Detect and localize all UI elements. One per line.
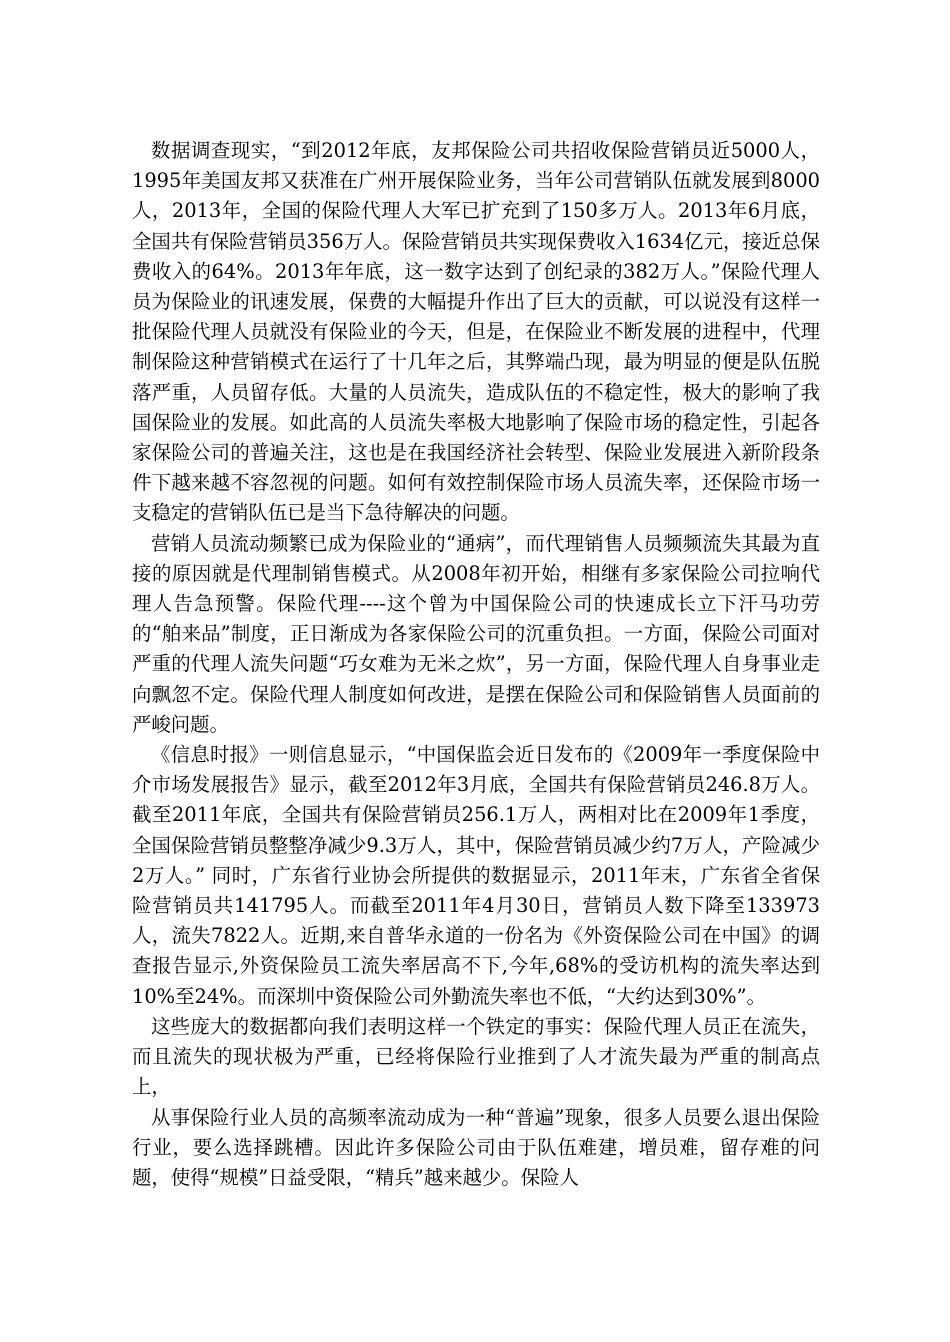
paragraph-3: 《信息时报》一则信息显示，“中国保监会近日发布的《2009年一季度保险中介市场发展报告》显示，截至2012年3月底，全国共有保险营销员246.8万人。截至2011年底，全国共有保险营销员256.1万人，两相对比在2009年1季度，全国保险营销员整整净减少9.3万人，其中，保险营销员减少约7万人，产险减少2万人。” 同时，广东省行业协会所提供的数据显示，2011年末，广东省全省保险营销员共141795人。而截至2011年4月30日，营销员人数下降至133973人，流失7822人。近期,来自普华永道的一份名为《外资保险公司在中国》的调查报告显示,外资保险员工流失率居高不下,今年,68%的受访机构的流失率达到10%至24%。而深圳中资保险公司外勤流失率也不低，“大约达到30%”。 <box>132 743 820 1008</box>
paragraph-5: 从事保险行业人员的高频率流动成为一种“普遍”现象，很多人员要么退出保险行业，要么选择跳槽。因此许多保险公司由于队伍难建，增员难，留存难的问题，使得“规模”日益受限，“精兵”越来越少。保险人 <box>132 1105 820 1189</box>
paragraph-2: 营销人员流动频繁已成为保险业的“通病”，而代理销售人员频频流失其最为直接的原因就是代理制销售模式。从2008年初开始，相继有多家保险公司拉响代理人告急预警。保险代理----这个曾为中国保险公司的快速成长立下汗马功劳的“舶来品”制度，正日渐成为各家保险公司的沉重负担。一方面，保险公司面对严重的代理人流失问题“巧女难为无米之炊”，另一方面，保险代理人自身事业走向飘忽不定。保险代理人制度如何改进，是摆在保险公司和保险销售人员面前的严峻问题。 <box>132 531 820 736</box>
paragraph-4: 这些庞大的数据都向我们表明这样一个铁定的事实：保险代理人员正在流失，而且流失的现状极为严重，已经将保险行业推到了人才流失最为严重的制高点上， <box>132 1014 820 1099</box>
document-body <box>132 136 820 1193</box>
paragraph-1: 数据调查现实，“到2012年底，友邦保险公司共招收保险营销员近5000人，1995年美国友邦又获准在广州开展保险业务，当年公司营销队伍就发展到8000人，2013年，全国的保险代理人大军已扩充到了150多万人。2013年6月底，全国共有保险营销员356万人。保险营销员共实现保费收入1634亿元，接近总保费收入的64%。2013年年底，这一数字达到了创纪录的382万人。”保险代理人员为保险业的讯速发展，保费的大幅提升作出了巨大的贡献，可以说没有这样一批保险代理人员就没有保险业的今天，但是，在保险业不断发展的进程中，代理制保险这种营销模式在运行了十几年之后，其弊端凸现，最为明显的便是队伍脱落严重，人员留存低。大量的人员流失，造成队伍的不稳定性，极大的影响了我国保险业的发展。如此高的人员流失率极大地影响了保险市场的稳定性，引起各家保险公司的普遍关注，这也是在我国经济社会转型、保险业发展进入新阶段条件下越来越不容忽视的问题。如何有效控制保险市场人员流失率，还保险市场一支稳定的营销队伍已是当下急待解决的问题。 <box>132 139 820 525</box>
